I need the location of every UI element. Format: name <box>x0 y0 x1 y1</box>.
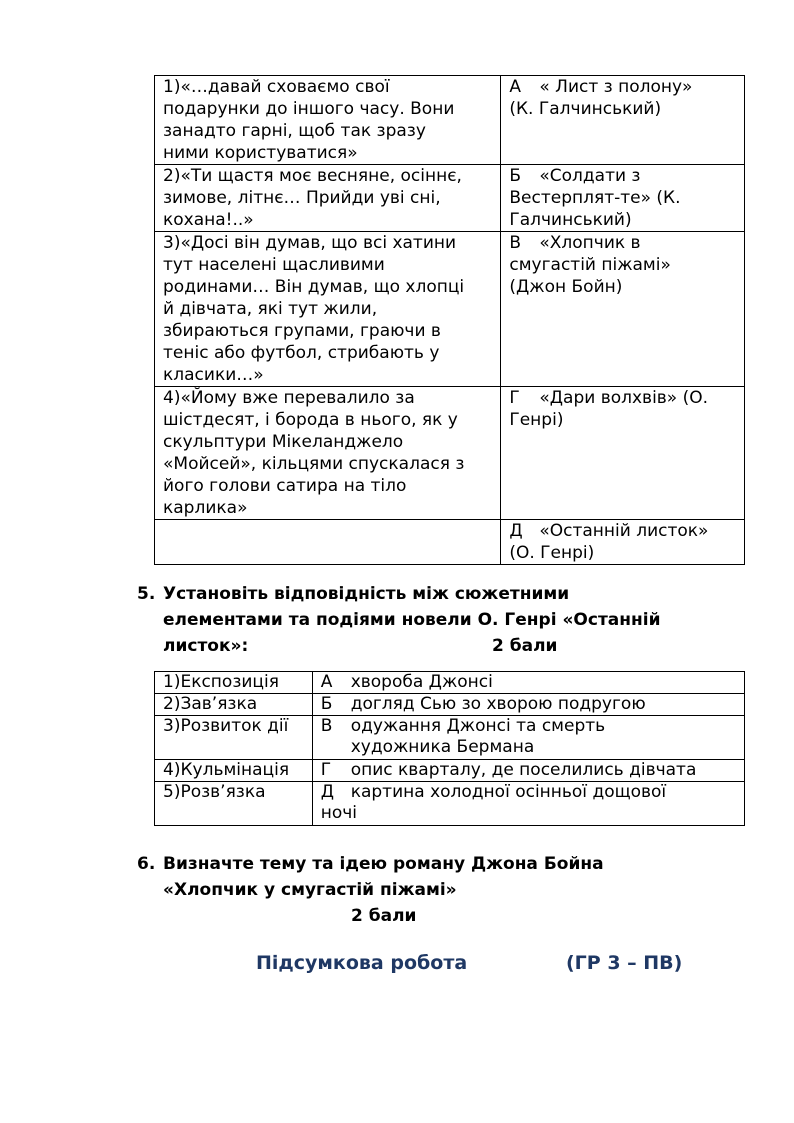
answer-line: (К. Галчинський) <box>509 99 662 119</box>
task-number: 6. <box>137 854 156 874</box>
table-row <box>155 716 745 760</box>
answer-letter: Б <box>509 166 522 186</box>
quote-line: «Мойсей», кільцями спускалася з <box>163 454 465 474</box>
quote-line: скульптури Мікеланджело <box>163 432 404 452</box>
answer-cell <box>501 387 745 520</box>
event-line: опис кварталу, де поселились дівчата <box>350 760 697 780</box>
table-row <box>155 232 745 387</box>
quote-cell-empty <box>155 520 501 565</box>
table-row <box>155 760 745 782</box>
answer-line: « Лист з полону» <box>539 77 693 97</box>
quote-line: карлика» <box>163 498 248 518</box>
event-letter: Б <box>320 694 333 714</box>
quote-line: теніс або футбол, стрибають у <box>163 343 440 363</box>
answer-line: Галчинський) <box>509 210 632 230</box>
quote-line: ними користуватися» <box>163 143 358 163</box>
table-row <box>155 782 745 826</box>
table-row <box>155 672 745 694</box>
task-points: 2 бали <box>492 636 558 656</box>
event-letter: Д <box>320 782 334 802</box>
event-line: ночі <box>320 803 357 823</box>
answer-cell <box>501 520 745 565</box>
quote-line: кохана!..» <box>163 210 254 230</box>
answer-cell <box>501 165 745 232</box>
quote-cell <box>155 76 501 165</box>
event-line: одужання Джонсі та смерть <box>350 716 606 736</box>
event-line: хвороба Джонсі <box>350 672 493 692</box>
quote-line: тут населені щасливими <box>163 255 385 275</box>
answer-line: Вестерплят-те» (К. <box>509 188 681 208</box>
answer-letter: А <box>509 77 521 97</box>
quote-line: шістдесят, і борода в нього, як у <box>163 410 458 430</box>
event-line: художника Бермана <box>350 737 535 757</box>
answer-line: (О. Генрі) <box>509 543 595 563</box>
quote-line: його голови сатира на тіло <box>163 476 407 496</box>
section-code: (ГР 3 – ПВ) <box>566 952 683 974</box>
quote-line: родинами… Він думав, що хлопці <box>163 277 465 297</box>
plot-event-cell <box>312 672 744 694</box>
quote-line: й дівчата, які тут жили, <box>163 299 378 319</box>
quote-line: 2)«Ти щастя моє весняне, осіннє, <box>163 166 462 186</box>
matching-table-plot <box>154 671 745 826</box>
answer-line: «Хлопчик в <box>539 233 641 253</box>
table-row <box>155 520 745 565</box>
plot-event-cell <box>312 716 744 760</box>
plot-element-cell: 1)Експозиція <box>155 672 313 694</box>
quote-cell <box>155 232 501 387</box>
answer-line: «Дари волхвів» (О. <box>539 388 709 408</box>
event-letter: А <box>320 672 333 692</box>
task-6 <box>137 851 604 926</box>
quote-cell <box>155 165 501 232</box>
answer-cell <box>501 76 745 165</box>
answer-letter: Г <box>509 388 520 408</box>
task-text-line: елементами та подіями новели О. Генрі «Останній <box>163 610 661 630</box>
quote-line: подарунки до іншого часу. Вони <box>163 99 455 119</box>
task-5 <box>137 581 661 659</box>
plot-element-cell: 5)Розв’язка <box>155 782 313 826</box>
task-text-line: «Хлопчик у смугастій піжамі» <box>163 880 457 900</box>
quote-line: занадто гарні, щоб так зразу <box>163 121 426 141</box>
event-letter: В <box>320 716 333 736</box>
quote-cell <box>155 387 501 520</box>
plot-event-cell <box>312 782 744 826</box>
event-line: картина холодної осінньої дощової <box>350 782 667 802</box>
answer-line: Генрі) <box>509 410 564 430</box>
quote-line: збираються групами, граючи в <box>163 321 441 341</box>
answer-line: «Солдати з <box>539 166 641 186</box>
answer-letter: В <box>509 233 522 253</box>
plot-event-cell <box>312 694 744 716</box>
event-letter: Г <box>320 760 332 780</box>
table-row <box>155 76 745 165</box>
plot-element-cell: 2)Зав’язка <box>155 694 313 716</box>
plot-event-cell <box>312 760 744 782</box>
event-line: догляд Сью зо хворою подругою <box>350 694 646 714</box>
quote-line: класики…» <box>163 365 264 385</box>
answer-cell <box>501 232 745 387</box>
plot-element-cell: 3)Розвиток дії <box>155 716 313 760</box>
answer-line: (Джон Бойн) <box>509 277 623 297</box>
section-title: Підсумкова робота <box>256 952 468 974</box>
quote-line: 1)«…давай сховаємо свої <box>163 77 390 97</box>
task-text-line: листок»: <box>163 636 249 656</box>
task-number: 5. <box>137 584 156 604</box>
answer-line: смугастій піжамі» <box>509 255 671 275</box>
section-heading <box>256 952 683 974</box>
quote-line: 4)«Йому вже перевалило за <box>163 388 415 408</box>
table-row <box>155 387 745 520</box>
table-row <box>155 165 745 232</box>
task-points: 2 бали <box>351 906 417 926</box>
matching-table-quotes <box>154 75 745 565</box>
table-row <box>155 694 745 716</box>
answer-line: «Останній листок» <box>539 521 709 541</box>
plot-element-cell: 4)Кульмінація <box>155 760 313 782</box>
answer-letter: Д <box>509 521 523 541</box>
quote-line: зимове, літнє… Прийди уві сні, <box>163 188 441 208</box>
quote-line: 3)«Досі він думав, що всі хатини <box>163 233 457 253</box>
task-text-line: Установіть відповідність між сюжетними <box>163 584 570 604</box>
task-text-line: Визначте тему та ідею роману Джона Бойна <box>163 854 604 874</box>
